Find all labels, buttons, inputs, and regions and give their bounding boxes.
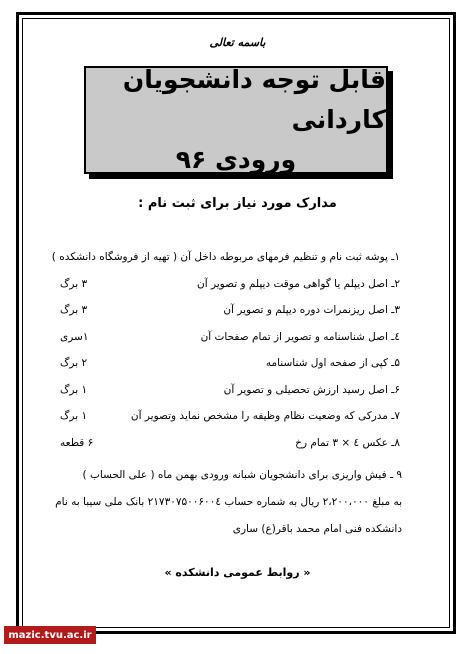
invocation-text: باسمه تعالی	[209, 36, 266, 49]
requirement-quantity: ۳ برگ	[60, 277, 88, 290]
payment-paragraph	[55, 462, 402, 543]
requirement-quantity: ۶ قطعه	[60, 436, 94, 449]
requirement-text: ۲ـ اصل دیپلم یا گواهی موقت دیپلم و تصویر آن	[197, 277, 400, 290]
requirement-text: ۱ـ پوشه ثبت نام و تنظیم فرمهای مربوطه داخل آن ( تهیه از فروشگاه دانشکده )	[51, 251, 400, 263]
list-item	[60, 330, 400, 357]
signature: « روابط عمومی دانشکده »	[164, 566, 311, 579]
requirement-quantity: ۲ برگ	[60, 357, 88, 369]
list-item	[60, 277, 400, 304]
requirement-quantity: ۱ برگ	[60, 383, 88, 396]
requirement-text: ۶ـ اصل رسید ارزش تحصیلی و تصویر آن	[223, 383, 400, 396]
payment-line-1: ۹ ـ فیش واریزی برای دانشجویان شبانه ورودی بهمن ماه ( علی الحساب )	[82, 469, 402, 481]
list-item	[60, 303, 400, 330]
requirement-text: ۵ـ کپی از صفحه اول شناسنامه	[265, 357, 400, 369]
requirement-text: ۳ـ اصل ریزنمرات دوره دیپلم و تصویر آن	[223, 304, 400, 316]
list-item	[51, 250, 400, 277]
requirement-quantity: ۳ برگ	[60, 304, 88, 316]
requirement-quantity: ۱ برگ	[60, 410, 88, 422]
title-line-2: ورودی ۹۶	[175, 145, 297, 174]
requirement-text: ٤ـ اصل شناسنامه و تصویر از تمام صفحات آن	[200, 330, 400, 343]
url-watermark: mazic.tvu.ac.ir	[4, 626, 96, 644]
documents-heading: مدارک مورد نیاز برای ثبت نام :	[138, 196, 337, 211]
title-line-1: قابل توجه دانشجویان کاردانی	[122, 65, 386, 134]
payment-line-3: دانشکده فنی امام محمد باقر(ع) ساری	[232, 523, 402, 535]
list-item	[60, 409, 400, 436]
title-box	[84, 66, 388, 174]
list-item	[60, 356, 400, 383]
list-item	[60, 436, 400, 463]
requirements-list	[51, 250, 400, 462]
payment-line-2: به مبلغ ۲،۲۰۰،۰۰۰ ریال به شماره حساب ۲۱۷۳۰۷۵۰۰۶۰۰٤ بانک ملی سیبا به نام	[55, 496, 402, 508]
list-item	[60, 383, 400, 410]
requirement-text: ۷ـ مدرکی که وضعیت نظام وظیفه را مشخص نماید وتصویر آن	[130, 410, 400, 422]
requirement-text: ۸ـ عکس ٤ × ۳ تمام رخ	[295, 436, 400, 449]
requirement-quantity: ۱سری	[60, 330, 89, 343]
